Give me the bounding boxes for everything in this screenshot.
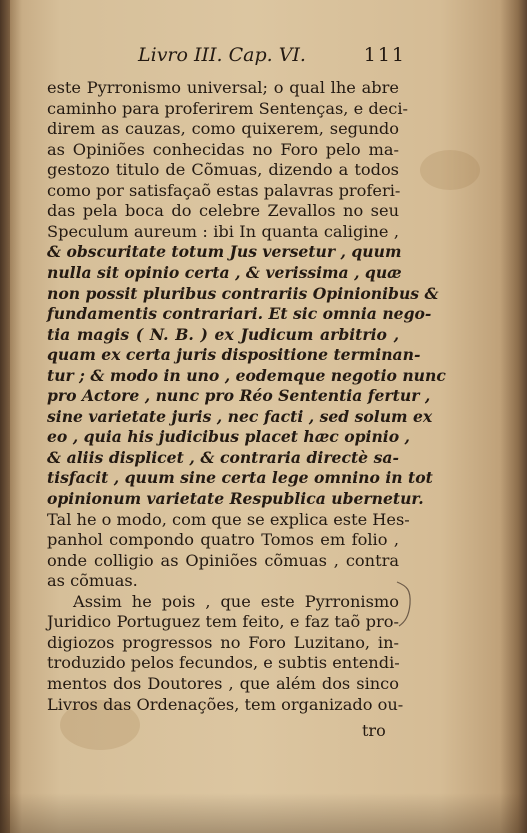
text-line: tisfacit , quum sine certa lege omnino in tot <box>47 468 433 488</box>
text-line: quam ex certa juris dispositione terminan- <box>47 345 421 365</box>
text-line: sine varietate juris , nec facti , sed solum ex <box>47 406 433 426</box>
text-line: tur ; & modo in uno , eodemque negotio nunc <box>47 365 446 385</box>
text-line: caminho para proferirem Sentenças, e deci- <box>47 98 408 118</box>
text-line: Tal he o modo, com que se explica este Hes- <box>47 509 410 529</box>
text-line: as Opiniões conhecidas no Foro pelo ma- <box>47 139 399 159</box>
text-line: opinionum varietate Respublica ubernetur. <box>47 489 424 508</box>
text-line: este Pyrronismo universal; o qual lhe abre <box>47 78 399 97</box>
text-line: Speculum aureum : ibi In quanta caligine , <box>47 221 399 241</box>
text-line: digiozos progressos no Foro Luzitano, in- <box>47 632 399 652</box>
text-line: direm as cauzas, como quixerem, segundo <box>47 119 399 139</box>
catchword: tro <box>362 721 386 740</box>
text-line: onde colligio as Opiniões cõmuas , contra <box>47 550 399 570</box>
text-line: troduzido pelos fecundos, e subtis entendi- <box>47 653 400 673</box>
page-number: 111 <box>363 44 406 66</box>
text-line: Assim he pois , que este Pyrronismo <box>73 591 399 611</box>
text-line: fundamentis contrariari. Et sic omnia nego- <box>47 304 432 324</box>
text-line: as cõmuas. <box>47 571 138 591</box>
text-line: das pela boca do celebre Zevallos no seu <box>47 201 399 221</box>
running-title: Livro III. Cap. VI. <box>138 44 306 66</box>
running-header <box>138 44 428 66</box>
text-line: eo , quia his judicibus placet hæc opinio , <box>47 427 410 447</box>
text-line: panhol compondo quatro Tomos em folio , <box>47 530 399 550</box>
text-line: non possit pluribus contrariis Opinionibus & <box>47 283 439 303</box>
binding-edge <box>0 0 10 833</box>
text-line: Livros das Ordenações, tem organizado ou- <box>47 694 404 714</box>
text-line: & aliis displicet , & contraria directè sa- <box>47 447 399 467</box>
text-line: & obscuritate totum Jus versetur , quum <box>47 242 402 262</box>
text-line: nulla sit opinio certa , & verissima , quæ <box>47 262 402 282</box>
text-line: pro Actore , nunc pro Réo Sententia fertur , <box>47 386 431 406</box>
pencil-margin-mark <box>395 580 417 628</box>
text-line: gestozo titulo de Cõmuas, dizendo a todos <box>47 160 399 180</box>
text-line: como por satisfaçaõ estas palavras proferi- <box>47 180 401 200</box>
text-line: mentos dos Doutores , que além dos sinco <box>47 673 399 693</box>
text-line: tia magis ( N. B. ) ex Judicum arbitrio , <box>47 324 399 344</box>
text-line: Juridico Portuguez tem feito, e faz taõ pro- <box>47 612 399 632</box>
body-text <box>47 78 446 728</box>
paper-stain <box>420 150 480 190</box>
